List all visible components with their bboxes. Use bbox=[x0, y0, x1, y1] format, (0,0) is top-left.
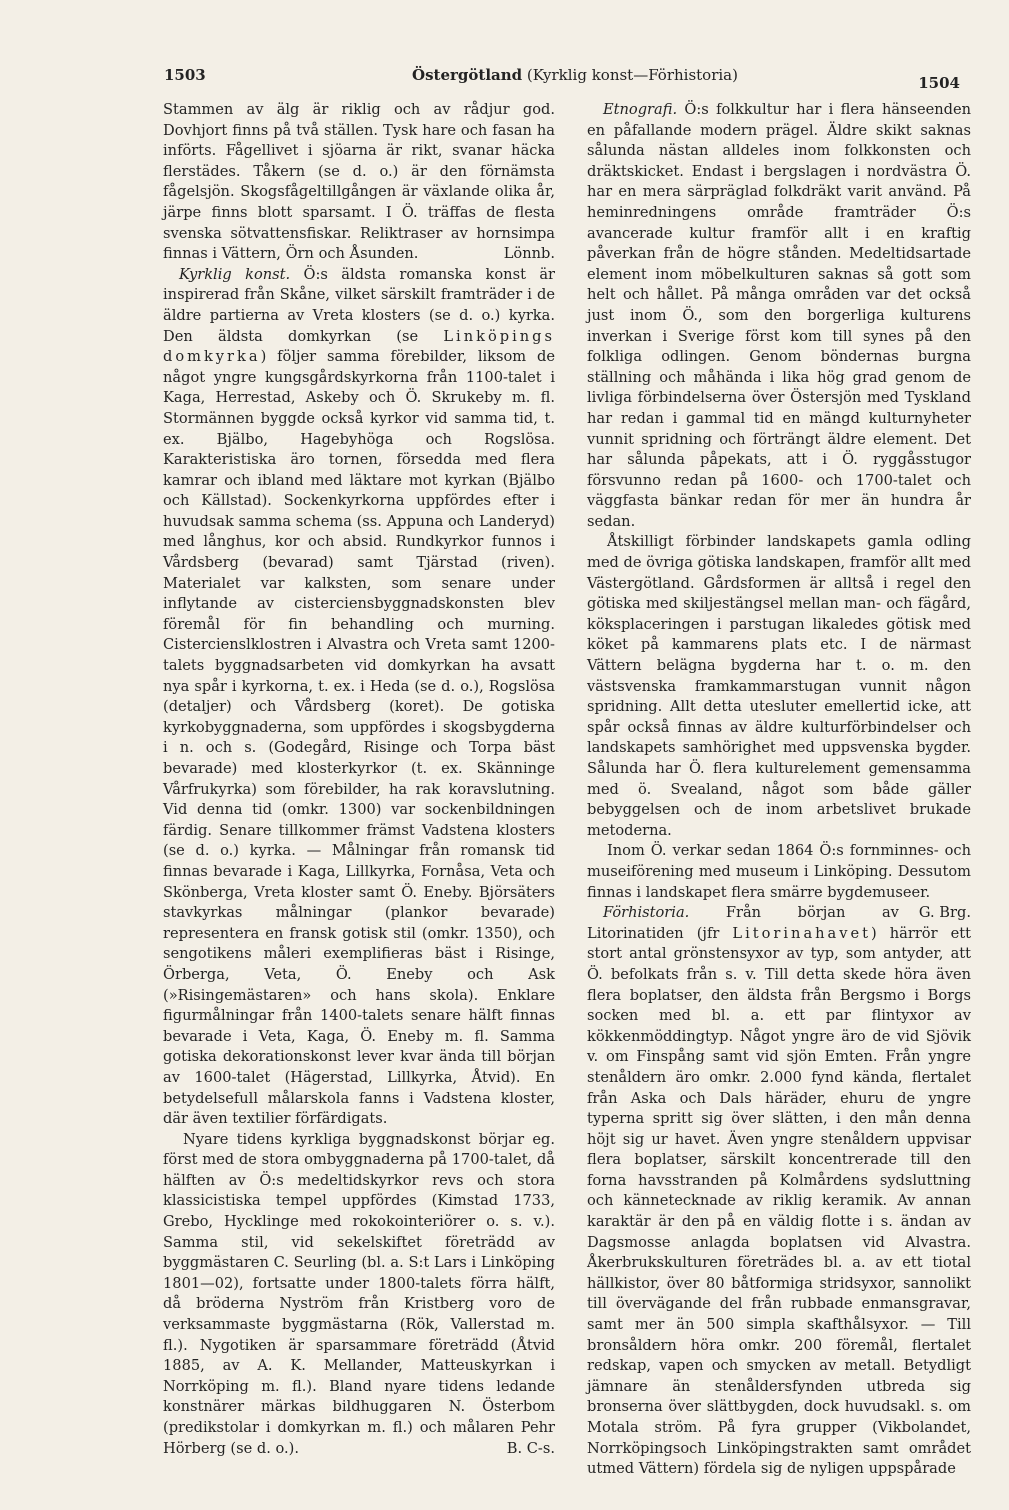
paragraph-text: Från början av Litorinatiden (jfr bbox=[587, 904, 899, 942]
running-title bbox=[160, 66, 990, 84]
paragraph-fauna-text: Stammen av älg är riklig och av rådjur god. Dovhjort finns på två ställen. Tysk hare och fasan ha införts. Fågellivet i sjöarna är rikt, svanar häcka flerstädes. Tåkern (se d. o.) är den förnämsta fågelsjön. Skogsfågeltillgången är växlande olika år, järpe finns blott sparsamt. I Ö. träffas de flesta svenska sötvattensfiskar. Reliktraser av hornsimpa finnas i Vättern, Örn och Åsunden. bbox=[163, 101, 555, 263]
paragraph-text: ) följer samma förebilder, liksom de något yngre kungsgårdskyrkorna från 1100-talet i Kaga, Herrestad, Askeby och Ö. Skrukeby m. fl. Stormännen byggde också kyrkor vid samma tid, t. ex. Bjälbo, Hagebyhöga och Rogslösa. Karakteristiska äro tornen, försedda med flera kamrar och ibland med läktare mot kyrkan (Bjälbo och Källstad). Sockenkyrkorna uppfördes efter i huvudsak samma schema (ss. Appuna och Landeryd) med långhus, kor och absid. Rundkyrkor funnos i Vårdsberg (bevarad) samt Tjärstad (riven). Materialet var kalksten, som senare under inflytande av cisterciensbyggnadskonsten blev föremål för fin behandling och murning. Cistercienslklostren i Alvastra och Vreta samt 1200-talets byggnadsarbeten vid domkyrkan ha avsatt nya spår i kyrkorna, t. ex. i Heda (se d. o.), Rogslösa (detaljer) och Vårdsberg (koret). De gotiska kyrkobyggnaderna, som uppfördes i skogsbygderna i n. och s. (Godegård, Risinge och Torpa bäst bevarade) med klosterkyrkor (t. ex. Skänninge Vårfrukyrka) som förebilder, ha rak koravslutning. Vid denna tid (omkr. 1300) var sockenbildningen färdig. Senare tillkommer främst Vadstena klosters (se d. o.) kyrka. — Målningar från romansk tid finnas bevarade i Kaga, Lillkyrka, Fornåsa, Veta och Skönberga, Vreta kloster samt Ö. Eneby. Björsäters stavkyrkas målningar (plankor bevarade) representera en fransk gotisk stil (omkr. 1350), och sengotikens måleri exemplifieras bäst i Risinge, Örberga, Veta, Ö. Eneby och Ask (»Risingemästaren» och hans skola). Enklare figurmålningar från 1400-talets senare hälft finnas bevarade i Veta, Kaga, Ö. Eneby m. fl. Samma gotiska dekorationskonst lever kvar ända till början av 1600-talet (Hägerstad, Lillkyrka, Åtvid). En betydelsefull målarskola fanns i Vadstena kloster, där även textilier förfärdigats. bbox=[163, 348, 555, 1128]
paragraph-ethnography bbox=[587, 100, 971, 532]
spaced-reference: Linköpings domkyrka bbox=[163, 327, 555, 366]
left-column bbox=[163, 100, 555, 1459]
paragraph-text: Ö:s folkkultur har i flera hänseenden en påfallande modern prägel. Äldre skikt saknas sålunda nästan alldeles inom folkkonsten och dräktskicket. Endast i bergslagen i nordvästra Ö. har en mera särpräglad folkdräkt varit använd. På heminredningens område framträder Ö:s avancerade kultur framför allt i en kraftig påverkan från de högre stånden. Medeltidsartade element inom möbelkulturen saknas så gott som helt och hållet. På många områden var det också just inom Ö., som den borgerliga kulturens inverkan i Sverige först kom till synes på den folkliga odlingen. Genom böndernas burgna ställning och måhända i lika hög grad genom de livliga förbindelserna över Östersjön med Tyskland har redan i gammal tid en mängd kulturnyheter vunnit spridning och förträngt äldre element. Det har sålunda påpekats, att i Ö. ryggåsstugor försvunno redan på 1600- och 1700-talet och väggfasta bänkar redan för mer än hundra år sedan. bbox=[587, 101, 971, 530]
paragraph-text: Åtskilligt förbinder landskapets gamla odling med de övriga götiska landskapen, framför allt med Västergötland. Gårdsformen är alltså i regel den götiska med skiljestängsel mellan man- och fägård, köksplaceringen i parstugan likaledes götisk med köket på kammarens plats etc. I de närmast Vättern belägna bygderna har t. o. m. den västsvenska framkammarstugan vunnit någon spridning. Allt detta utesluter emellertid icke, att spår också finnas av äldre kulturförbindelser och landskapets samhörighet med uppsvenska bygder. Sålunda har Ö. flera kulturelement gemensamma med ö. Svealand, något som både gäller bebyggelsen och de inom arbetslivet brukade metoderna. bbox=[587, 533, 971, 839]
paragraph-fauna bbox=[163, 100, 555, 265]
spaced-reference: Litorinahavet bbox=[732, 924, 871, 942]
section-heading: Kyrklig konst. bbox=[179, 265, 291, 283]
author-signature: Lönnb. bbox=[503, 245, 555, 263]
right-column bbox=[587, 100, 971, 1480]
section-heading: Förhistoria. bbox=[603, 904, 690, 922]
paragraph-church-art bbox=[163, 265, 555, 1130]
page-number-right: 1504 bbox=[918, 74, 960, 92]
author-signature: G. Brg. bbox=[918, 904, 971, 922]
author-signature: B. C-s. bbox=[506, 1439, 555, 1457]
paragraph-text: Inom Ö. verkar sedan 1864 Ö:s fornminnes- och museiförening med museum i Linköping. Dessutom finnas i landskapet flera smärre bygdemuseer. bbox=[587, 842, 971, 901]
page-header bbox=[160, 62, 990, 92]
paragraph-text: ) härrör ett stort antal grönstensyxor av typ, som antyder, att Ö. befolkats från s. v. Till detta skede höra även flera boplatser, den äldsta från Bergsmo i Borgs socken med bl. a. ett par flintyxor av kökkenmöddingtyp. Något yngre äro de vid Sjövik v. om Finspång samt vid sjön Emten. Från yngre stenåldern äro omkr. 2.000 fynd kända, flertalet från Aska och Dals häräder, ehuru de yngre typerna spritt sig över slätten, i den mån denna höjt sig ur havet. Även yngre stenåldern uppvisar flera boplatser, särskilt koncentrerade till den forna havsstranden på Kolmårdens sydsluttning och kännetecknade av riklig keramik. Av annan karaktär är den på en väldig flotte i s. ändan av Dagsmosse anlagda boplatsen vid Alvastra. Åkerbrukskulturen företrädes bl. a. av ett tiotal hällkistor, över 80 båtformiga stridsyxor, sannolikt till övervägande del från rubbade enmansgravar, samt mer än 500 simpla skafthålsyxor. — Till bronsåldern höra omkr. 200 föremål, flertalet redskap, vapen och smycken av metall. Betydligt jämnare än stenåldersfynden utbreda sig bronserna över slättbygden, dock huvudsakl. s. om Motala ström. På fyra grupper (Vikbolandet, Norrköpingsoch Linköpingstrakten samt området utmed Vättern) fördela sig de nyligen uppspårade bbox=[587, 924, 971, 1478]
title-bold: Östergötland bbox=[412, 66, 523, 84]
page-number-left: 1503 bbox=[164, 66, 206, 84]
paragraph-text: Nyare tidens kyrkliga byggnadskonst börjar eg. först med de stora ombyggnaderna på 1700-talet, då hälften av Ö:s medeltidskyrkor revs och stora klassicistiska tempel uppfördes (Kimstad 1733, Grebo, Hycklinge med rokokointeriörer o. s. v.). Samma stil, vid sekelskiftet företrädd av byggmästaren C. Seurling (bl. a. S:t Lars i Linköping 1801—02), fortsatte under 1800-talets förra hälft, då bröderna Nyström från Kristberg voro de verksammaste byggmästarna (Rök, Vallerstad m. fl.). Nygotiken är sparsammare företrädd (Åtvid 1885, av A. K. Mellander, Matteuskyrkan i Norrköping m. fl.). Bland nyare tidens ledande konstnärer märkas bildhuggaren N. Österbom (predikstolar i domkyrkan m. fl.) och målaren Pehr Hörberg (se d. o.). bbox=[163, 1130, 555, 1457]
section-heading: Etnografi. bbox=[603, 101, 678, 118]
title-rest: (Kyrklig konst—Förhistoria) bbox=[522, 66, 738, 84]
paragraph-modern-church bbox=[163, 1130, 555, 1460]
paragraph-culture-links bbox=[587, 532, 971, 841]
paragraph-text: Ö:s äldsta romanska konst är inspirerad från Skåne, vilket särskilt framträder i de äldre partierna av Vreta klosters (se d. o.) kyrka. Den äldsta domkyrkan (se bbox=[163, 265, 555, 345]
paragraph-prehistory bbox=[587, 903, 971, 1480]
